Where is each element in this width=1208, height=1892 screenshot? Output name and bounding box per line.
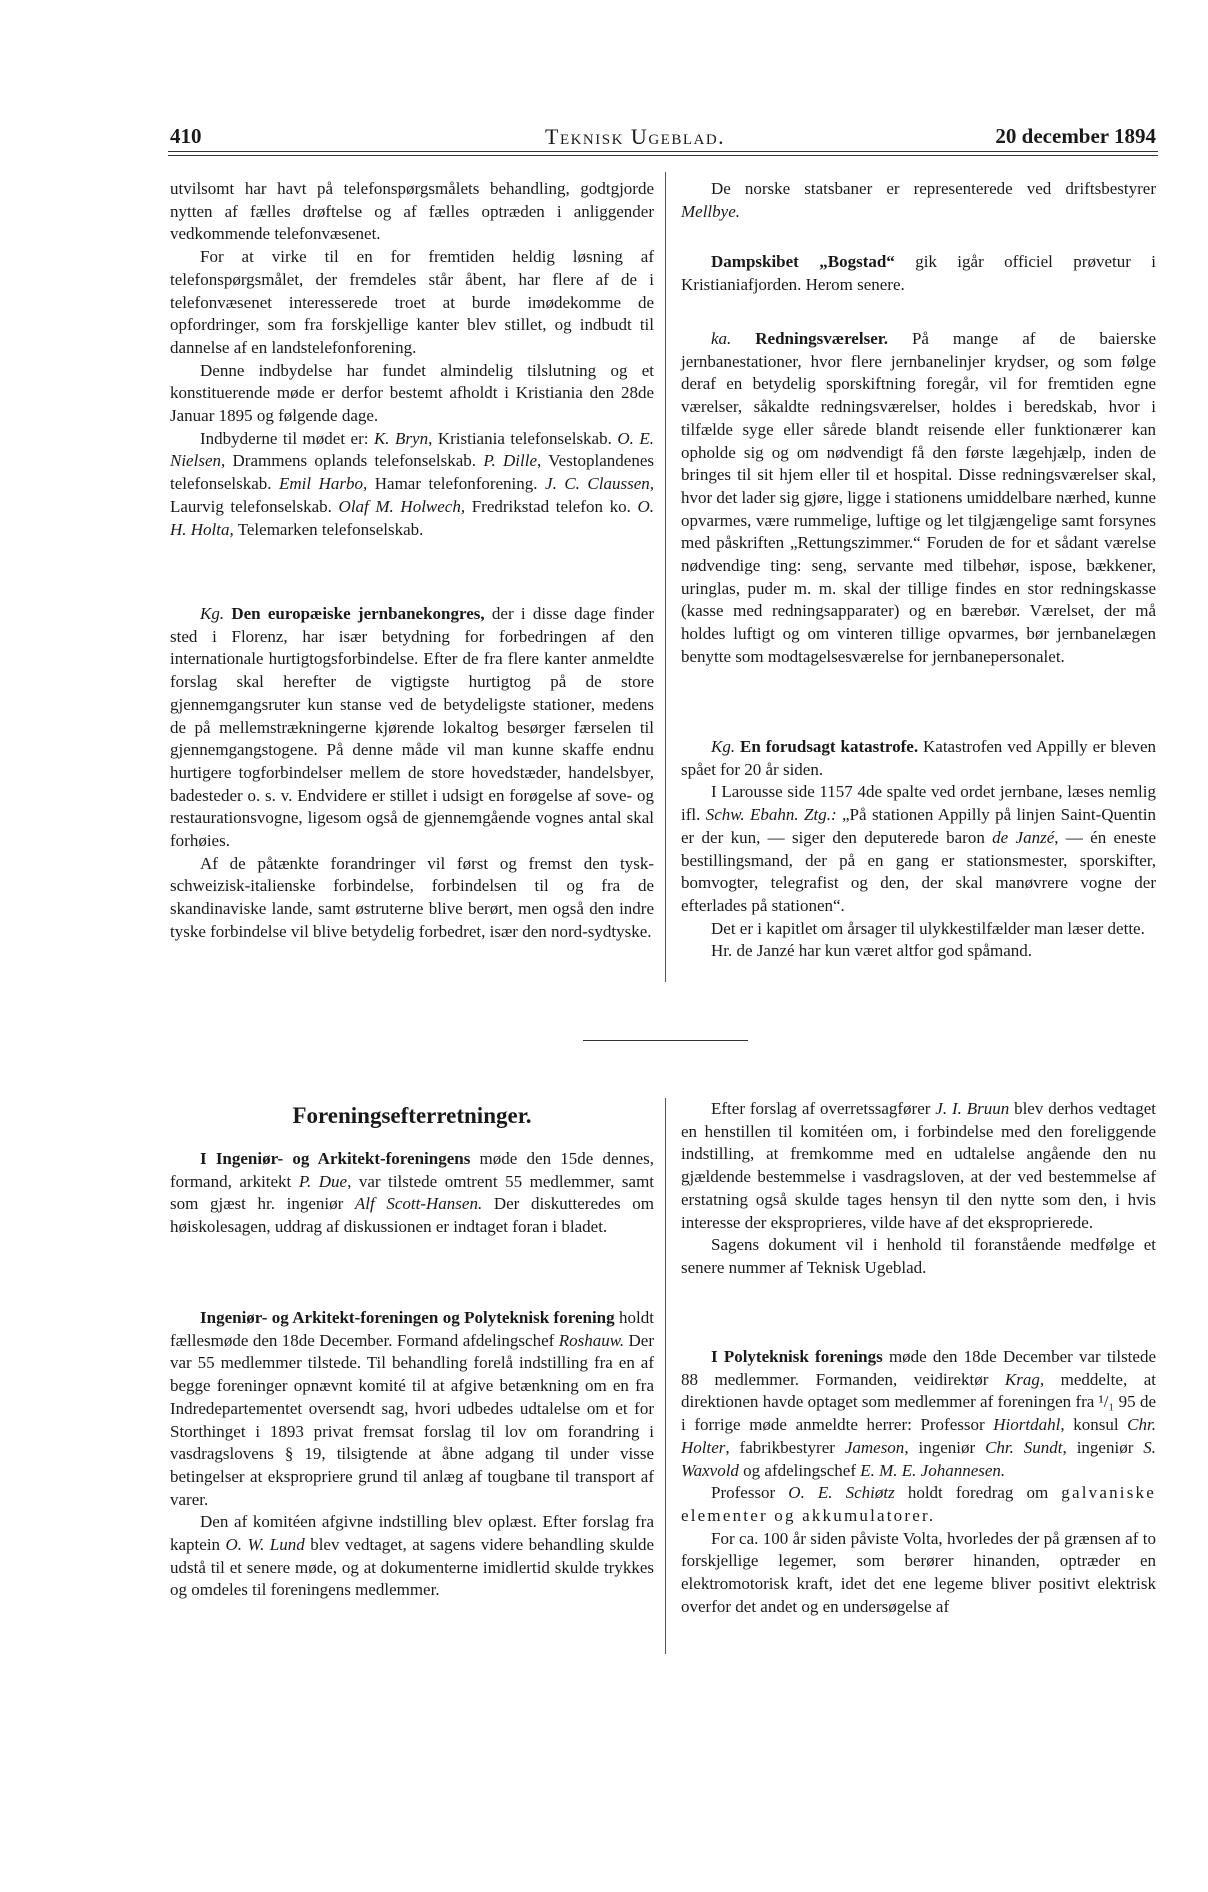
paragraph	[170, 246, 654, 360]
text-run: „På stationen Appilly på linjen Saint-Quentin er der kun, — siger den deputerede baron	[681, 805, 1156, 847]
italic-run: Schw. Ebahn. Ztg.:	[705, 805, 837, 825]
text-run: Denne indbydelse har fundet almindelig tilslutning og et konstituerende møde er derfor bestemt afholdt i Kristiania den 28de Januar 1895 og følgende dage.	[170, 360, 654, 426]
paragraph	[681, 1346, 1156, 1482]
paragraph	[681, 736, 1156, 781]
text-run: , — én eneste bestillingsmand, der på en gang er stationsmester, sporskifter, bomvogter, telegrafist og den, der skal manøvrere vogne der efterlades på stationen“.	[681, 827, 1157, 915]
italic-run: S. Waxvold	[681, 1437, 1157, 1480]
paragraph	[681, 178, 1156, 223]
italic-run: Olaf M. Holwech,	[338, 496, 466, 516]
article-katastrofe	[681, 736, 1156, 963]
italic-run: E. M. E. Johannesen.	[860, 1460, 1006, 1480]
text-run: blev vedtaget, at sagens videre behandling skulde udstå til et senere møde, og at dokumenterne imidlertid skulde trykkes og omdeles til foreningens medlemmer.	[170, 1535, 654, 1600]
paragraph	[170, 428, 654, 542]
paragraph	[170, 1307, 654, 1511]
article-jernbanekongres	[170, 603, 654, 944]
text-run: På mange af de baierske jernbanestationer, hvor flere jernbanelinjer krydser, og som følge deraf en betydelig sporskiftning foregår, vil for fremtiden egne værelser, såkaldte redningsværelser, holdes i beredskab, hvor i tilfælde syge eller sårede blandt reisende eller funktionærer kan opholde sig og om nødvendigt få den første lægehjælp, inden de bringes til sit hjem eller til et hospital. Disse redningsværelser skal, hvor det lader sig gjøre, ligge i stationens umiddelbare nærhed, kunne opvarmes, være rummelige, luftige og let tilgjængelige samt forsynes med påskriften „Rettungszimmer.“ Foruden de for et sådant værelse nødvendige ting: seng, servante med tilbehør, ispose, bækkener, uringlas, puder m. m. skal der tillige findes en stor redningskasse (kasse med redningsapparater) og en bærebør. Værelset, der må holdes luftigt og om vinteren tillige opvarmes, bør jernbanelægen benytte som modtagelsesværelse for jernbanepersonalet.	[681, 329, 1157, 666]
text-run: Hamar telefonforening.	[367, 474, 546, 494]
text-run: utvilsomt har havt på telefonspørgsmålets behandling, godtgjorde nytten af fælles drøftelse og af fælles optræden i anliggender vedkommende telefonvæsenet.	[170, 179, 654, 244]
text-run: gik igår officiel prøvetur i Kristianiafjorden. Herom senere.	[681, 252, 1156, 294]
italic-run: Jameson	[844, 1437, 905, 1457]
paragraph	[681, 251, 1156, 296]
text-run: , ingeniør	[904, 1437, 986, 1457]
text-run: holdt fællesmøde den 18de December. Formand afdelingschef	[170, 1308, 654, 1350]
article-bruun-forslag	[681, 1098, 1156, 1280]
italic-run: Hiortdahl	[993, 1415, 1061, 1435]
paragraph	[170, 853, 654, 944]
spaced-run: galvaniske elementer og akkumulatorer.	[681, 1483, 1156, 1525]
text-run: Telemarken telefonselskab.	[233, 519, 424, 539]
italic-run: O. E. Nielsen	[170, 428, 654, 471]
text-run: For at virke til en for fremtiden heldig løsning af telefonspørgsmålet, der fremdeles står åbent, har flere af de i telefonvæsenet interesserede troet at burde imødekomme de opfordringer, som fra forskjellige kanter blev stillet, og indbudt til dannelse af en landstelefonforening.	[170, 247, 654, 357]
issue-date: 20 december 1894	[995, 124, 1156, 148]
bold-run: Ingeniør- og Arkitekt-foreningen og Polyteknisk forening	[200, 1308, 615, 1327]
section-heading: Foreningsefterretninger.	[292, 1103, 532, 1128]
column-divider-top	[665, 172, 666, 982]
article-ingenior-forening	[170, 1148, 654, 1239]
text-run: Professor	[711, 1483, 789, 1503]
paragraph	[170, 1148, 654, 1239]
publication-title: Teknisk Ugeblad.	[545, 124, 726, 149]
text-run	[731, 329, 755, 348]
paragraph	[170, 603, 654, 853]
text-run: Af de påtænkte forandringer vil først og fremst den tysk-schweizisk-italienske forbindelse, forbindelsen til og fra de skandinaviske lande, samt østruterne blive berørt, men også den indre tyske forbindelse vil blive betydelig forbedret, især den nord-sydtyske.	[170, 853, 654, 941]
paragraph	[681, 328, 1156, 669]
text-run: Der var 55 medlemmer tilstede. Til behandling forelå indstilling fra en af begge foreninger opnævnt komité til at afgive betænkning om en fra Indredepartementet oversendt sag, hvori udbedes udtalelse om et for Storthinget i 1893 privat fremsat forslag til lov om forandring i vasdragslovens § 19, tilsigtende at åbne adgang til under visse betingelser at ekspropriere grund til anlæg af tougbane til transport af varer.	[170, 1330, 655, 1509]
italic-run: J. I. Bruun	[935, 1099, 1010, 1118]
text-run: , Drammens oplands telefonselskab.	[221, 451, 484, 471]
italic-run: Roshauw.	[558, 1330, 625, 1350]
bold-run: I Polyteknisk forenings	[711, 1347, 883, 1366]
italic-run: Emil Harbo,	[279, 474, 368, 494]
italic-run: Kg.	[711, 737, 736, 756]
bold-run: Redningsværelser.	[755, 329, 888, 348]
paragraph	[681, 918, 1156, 941]
article-telefonforening	[170, 178, 654, 541]
text-run: Hr. de Janzé har kun været altfor god spåmand.	[711, 941, 1033, 961]
text-run: , ingeniør	[1062, 1437, 1144, 1457]
column-divider-bottom	[665, 1098, 666, 1654]
text-run: Der diskutteredes om høiskolesagen, uddrag af diskussionen er indtaget foran i bladet.	[170, 1194, 655, 1237]
italic-run: Alf Scott-Hansen.	[354, 1194, 483, 1214]
italic-run: Kg.	[200, 604, 225, 623]
italic-run: K. Bryn	[373, 428, 429, 448]
page-number: 410	[170, 124, 202, 148]
paragraph	[681, 940, 1156, 963]
text-run: Det er i kapitlet om årsager til ulykkestilfælder man læser dette.	[711, 918, 1145, 938]
text-run: , Vestoplandenes telefonselskab.	[170, 451, 654, 494]
text-run: Fredrikstad telefon ko.	[465, 496, 638, 516]
article-faellesmode	[170, 1307, 654, 1602]
text-run: møde den 15de dennes, formand, arkitekt	[170, 1149, 654, 1191]
text-run: Den af komitéen afgivne indstilling blev oplæst. Efter forslag fra kaptein	[170, 1512, 654, 1555]
italic-run: Krag	[1004, 1369, 1040, 1389]
paragraph	[681, 781, 1156, 917]
paragraph	[681, 1482, 1156, 1527]
italic-run: O. W. Lund	[225, 1535, 305, 1555]
article-polyteknisk-forening	[681, 1346, 1156, 1618]
header-rule-thin	[168, 155, 1158, 156]
italic-run: Chr. Sundt	[985, 1437, 1063, 1457]
text-run: møde den 18de December var tilstede 88 medlemmer. Formanden, veidirektør	[681, 1347, 1156, 1389]
text-run: I Larousse side 1157 4de spalte ved ordet jernbane, læses nemlig ifl.	[681, 782, 1156, 825]
bold-run: Den europæiske jernbanekongres,	[231, 604, 485, 623]
paragraph	[681, 1528, 1156, 1619]
text-run: , Laurvig telefonselskab.	[170, 474, 654, 516]
text-run: De norske statsbaner er representerede ved driftsbestyrer	[711, 179, 1156, 198]
article-statsbaner	[681, 178, 1156, 223]
italic-run: Mellbye.	[681, 201, 740, 221]
italic-run: P. Due	[298, 1171, 348, 1191]
paragraph	[170, 178, 654, 246]
bold-run: I Ingeniør- og Arkitekt-foreningens	[200, 1149, 471, 1168]
text-run: Efter forslag af overretssagfører	[711, 1099, 936, 1118]
text-run: Indbyderne til mødet er:	[200, 428, 374, 448]
text-run: Sagens dokument vil i henhold til foranstående medfølge et senere nummer af Teknisk Ugeblad.	[681, 1235, 1156, 1277]
italic-run: P. Dille	[483, 451, 538, 471]
paragraph	[681, 1098, 1156, 1234]
italic-run: ka.	[711, 329, 732, 348]
italic-run: Chr. Holter	[681, 1415, 1156, 1457]
italic-run: O. E. Schiøtz	[788, 1483, 895, 1503]
text-run: , meddelte, at direktionen havde optaget som medlemmer af foreningen fra ¹/₁ 95 de i forrige møde anmeldte herrer: Professor	[681, 1369, 1156, 1435]
header-rule	[168, 151, 1158, 152]
text-run: , konsul	[1060, 1415, 1128, 1435]
text-run: og afdelingschef	[738, 1460, 861, 1480]
article-bogstad	[681, 251, 1156, 296]
article-redningsvaerelser	[681, 328, 1156, 669]
text-run: der i disse dage finder sted i Florenz, har især betydning for forbedringen af den internationale hurtigtogsforbindelse. Efter de fra flere kanter anmeldte forslag skal herefter de vigtigste hurtigtog på de store gjennemgangsruter kun stanse ved de betydeligste stationer, medens de på mellemstrækningerne kjørende lokaltog besørger færselen til gjennemgangstogene. På denne måde vil man kunne skaffe endnu hurtigere togforbindelser mellem de store hovedstæder, handelsbyer, badesteder o. s. v. Endvidere er stillet i udsigt en forøgelse af sove- og restaurationsvogne, ligesom også de gjennemgående vognes antal skal forhøies.	[170, 604, 654, 851]
italic-run: O. H. Holta,	[170, 496, 654, 539]
text-run: holdt foredrag om	[894, 1483, 1062, 1503]
text-run: , Kristiania telefonselskab.	[428, 428, 618, 448]
italic-run: de Janzé	[992, 827, 1055, 847]
text-run: , var tilstede omtrent 55 medlemmer, samt som gjæst hr. ingeniør	[170, 1171, 655, 1214]
bold-run: En forudsagt katastrofe.	[740, 737, 919, 756]
bold-run: Dampskibet „Bogstad“	[711, 252, 895, 271]
italic-run: J. C. Claussen	[545, 474, 650, 494]
text-run: blev derhos vedtaget en henstillen til komitéen om, i forbindelse med den foreliggende indstilling, at fremkomme med en udtalelse angående den nu gjældende bestemmelse i vasdragsloven, at der ved bestemmelse af erstatning også skulde tages hensyn til den nytte som den, i hvis interesse der eksproprieres, vilde have af det eksproprierede.	[681, 1099, 1156, 1232]
paragraph	[681, 1234, 1156, 1279]
section-separator	[583, 1040, 748, 1041]
text-run: , fabrikbestyrer	[725, 1437, 845, 1457]
paragraph	[170, 1511, 654, 1602]
paragraph	[170, 360, 654, 428]
text-run: For ca. 100 år siden påviste Volta, hvorledes der på grænsen af to forskjellige legemer, som berører hinanden, optræder en elektromotorisk kraft, idet det ene legeme bliver positivt elektrisk overfor det andet og en undersøgelse af	[681, 1528, 1156, 1616]
text-run: Katastrofen ved Appilly er bleven spået for 20 år siden.	[681, 737, 1156, 779]
